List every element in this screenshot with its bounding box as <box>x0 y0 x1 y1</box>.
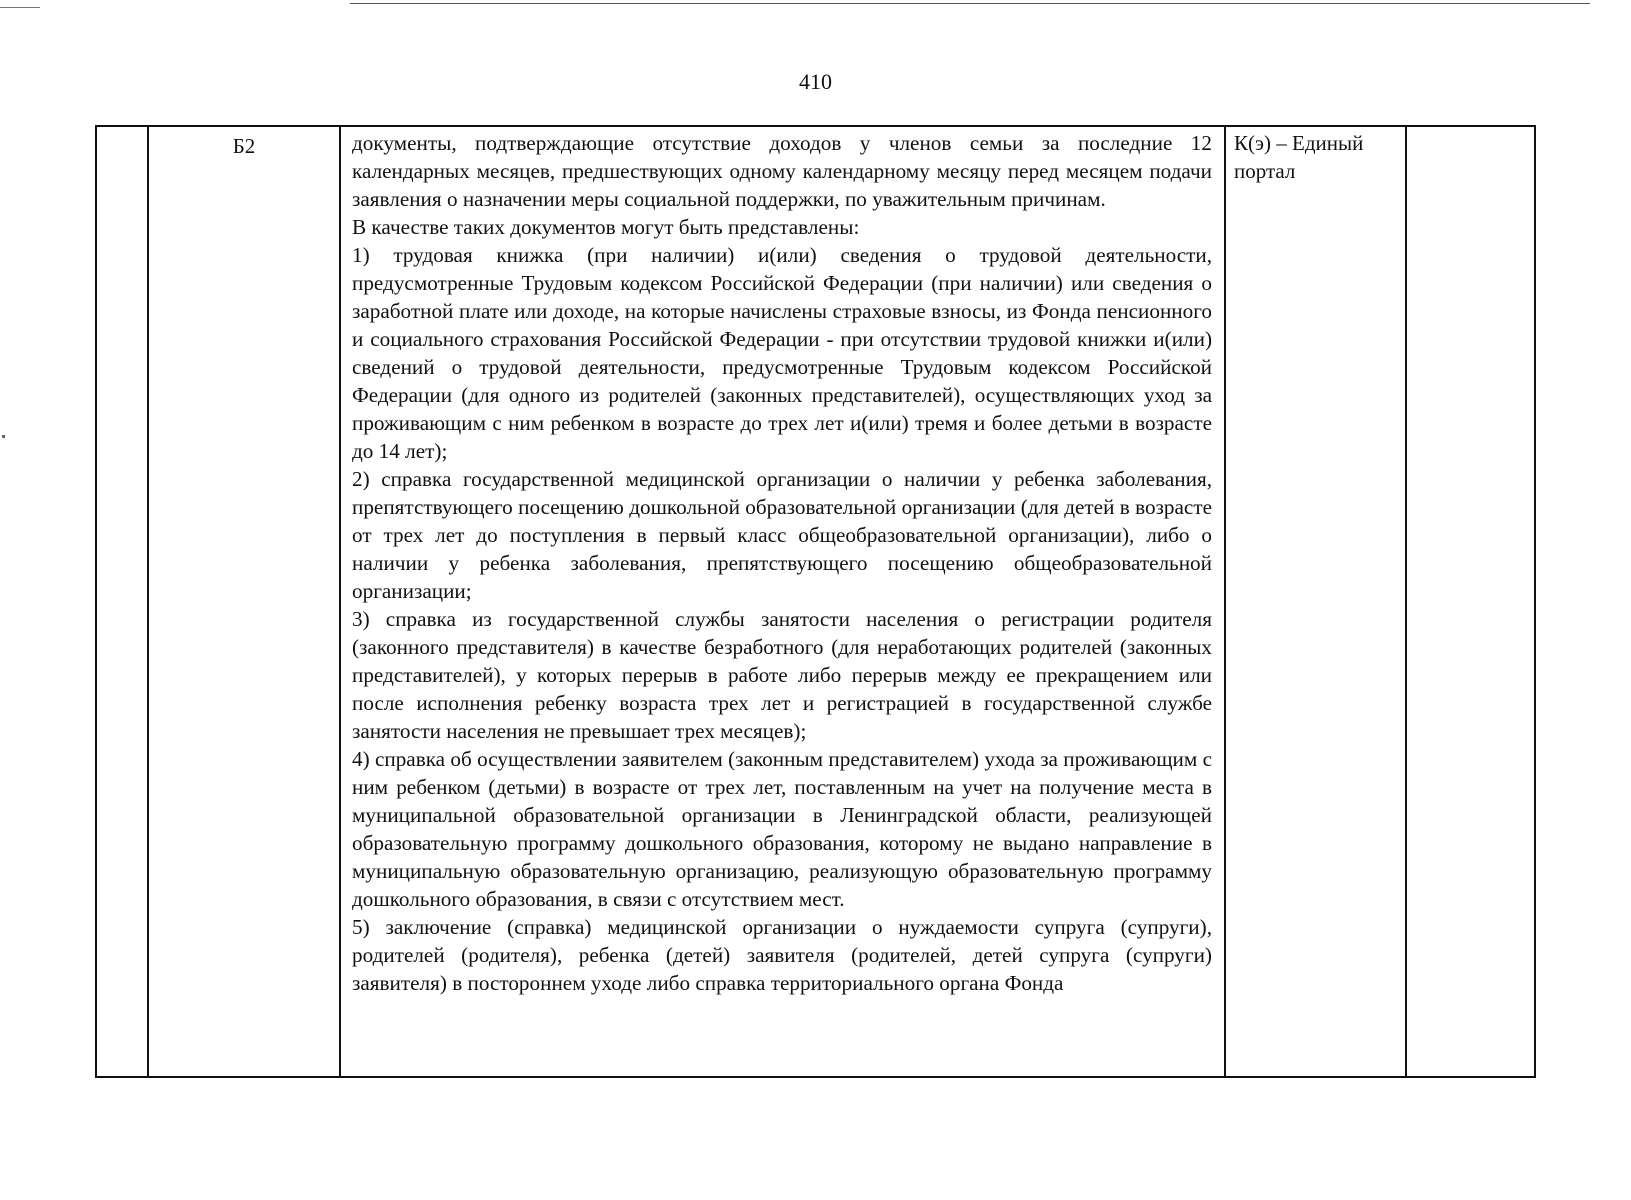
documents-table <box>95 125 1536 1078</box>
submission-source-cell: К(э) – Единый портал <box>1234 131 1364 183</box>
description-item: 3) справка из государственной службы занятости населения о регистрации родителя (законного представителя) в качестве безработного (для неработающих родителей (законных представителей), у которых перерыв в работе либо перерыв между ее прекращением или после исполнения ребенку возраста трех лет и регистрацией в государственной службе занятости населения не превышает трех месяцев); <box>352 607 1212 743</box>
column-divider <box>1405 127 1407 1076</box>
description-item: 4) справка об осуществлении заявителем (законным представителем) ухода за проживающим с ним ребенком (детьми) в возрасте от трех лет, поставленным на учет на получение места в муниципальной образовательной организации в Ленинградской области, реализующей образовательную программу дошкольного образования, которому не выдано направление в муниципальную образовательную организацию, реализующую образовательную программу дошкольного образования, в связи с отсутствием мест. <box>352 747 1212 911</box>
column-divider <box>1224 127 1226 1076</box>
description-paragraph: документы, подтверждающие отсутствие доходов у членов семьи за последние 12 календарных месяцев, предшествующих одному календарному месяцу перед месяцем подачи заявления о назначении меры социальной поддержки, по уважительным причинам. <box>352 131 1212 211</box>
page-number: 410 <box>799 69 832 94</box>
description-item: 5) заключение (справка) медицинской организации о нуждаемости супруга (супруги), родителей (родителя), ребенка (детей) заявителя (родителей, детей супруга (супруги) заявителя) в постороннем уходе либо справка территориального органа Фонда <box>352 915 1212 995</box>
description-item: 1) трудовая книжка (при наличии) и(или) сведения о трудовой деятельности, предусмотренные Трудовым кодексом Российской Федерации (при наличии) или сведения о заработной плате или доходе, на которые начислены страховые взносы, из Фонда пенсионного и социального страхования Российской Федерации - при отсутствии трудовой книжки и(или) сведений о трудовой деятельности, предусмотренные Трудовым кодексом Российской Федерации (для одного из родителей (законных представителей), осуществляющих уход за проживающим с ним ребенком в возрасте до трех лет и(или) тремя и более детьми в возрасте до 14 лет); <box>352 243 1212 463</box>
margin-mark <box>2 435 5 438</box>
document-code-cell: Б2 <box>232 134 256 158</box>
column-divider <box>339 127 341 1076</box>
top-border-line <box>350 3 1590 4</box>
top-left-border-line <box>0 7 40 8</box>
description-paragraph: В качестве таких документов могут быть представлены: <box>352 215 860 239</box>
document-description-cell <box>352 129 1212 997</box>
description-item: 2) справка государственной медицинской организации о наличии у ребенка заболевания, препятствующего посещению дошкольной образовательной организации (для детей в возрасте от трех лет до поступления в первый класс общеобразовательной организации), либо о наличии у ребенка заболевания, препятствующего посещению общеобразовательной организации; <box>352 467 1212 603</box>
column-divider <box>147 127 149 1076</box>
